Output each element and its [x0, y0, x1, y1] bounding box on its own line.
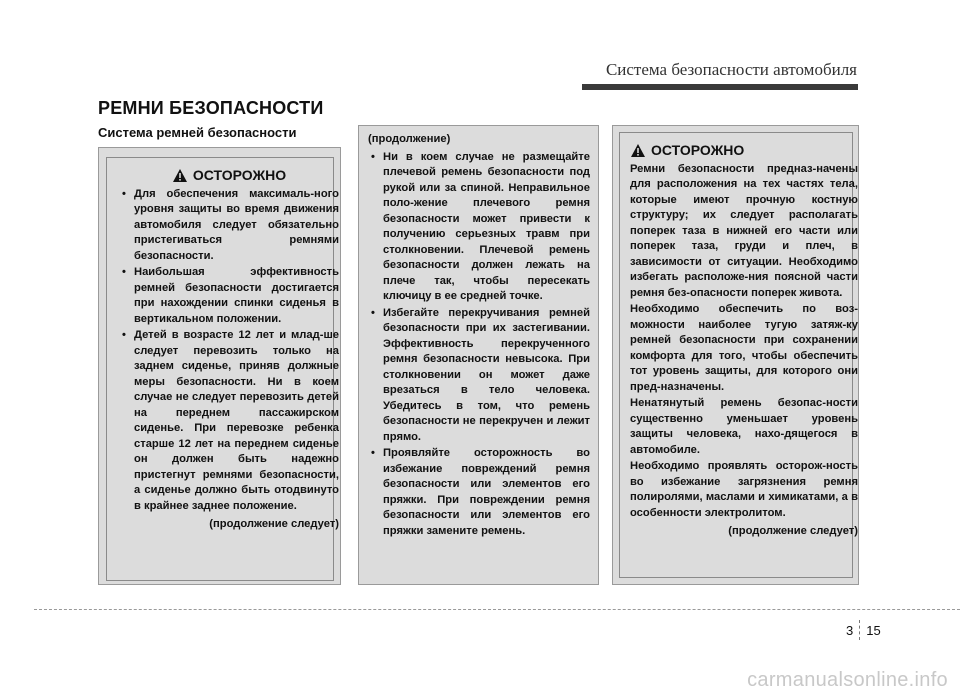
warning-panel-middle: [358, 125, 599, 585]
warning-box-border: [619, 132, 858, 578]
bullet-text: Ни в коем случае не размещайте плечевой ремень безопасности под рукой или за спиной. Неправильное поло-жение плечевого ремня безопасности может привести к получению серьезных травм при столкновении. Плечевой ремень безопасности должен лежать на плече так, чтобы пересекать ключицу в ее средней точке.: [383, 150, 590, 302]
list-item: • Наибольшая эффективность ремней безопасности достигается при нахождении спинки сиденья в вертикальном положении.: [122, 266, 339, 325]
continued-bullet-list: [368, 150, 590, 540]
chapter-number: 3: [846, 622, 854, 638]
warning-paragraph: Необходимо обеспечить по воз-можности наиболее тугую затяж-ку ремней безопасности при сохранении комфорта для того, чтобы обеспечить тот уровень защиты, для которого они пред-назначены.: [630, 303, 858, 393]
list-item: • Проявляйте осторожность во избежание повреждений ремня безопасности или элементов его пряжки. При повреждении ремня безопасности или элементов его пряжки замените ремень.: [371, 447, 590, 537]
bullet-text: Для обеспечения максималь-ного уровня защиты во время движения автомобиля следует обязательно пристегиваться ремнями безопасности.: [134, 187, 339, 262]
bullet-text: Избегайте перекручивания ремней безопасности при их застегивании. Эффективность перекрученного ремня безопасности невысока. При столкновении он может даже врезаться в тело человека. Убедитесь в том, что ремень безопасности не перекручен и лежит прямо.: [383, 306, 590, 443]
continued-next-label: (продолжение следует): [728, 525, 858, 537]
list-item: • Ни в коем случае не размещайте плечевой ремень безопасности под рукой или за спиной. Неправильное поло-жение плечевого ремня безопасности может привести к получению серьезных травм при столкновении. Плечевой ремень безопасности должен лежать на плече так, чтобы пересекать ключицу в ее средней точке.: [371, 150, 590, 302]
warning-title: ОСТОРОЖНО: [651, 142, 745, 158]
continued-content: [368, 132, 590, 540]
list-item: • Избегайте перекручивания ремней безопасности при их застегивании. Эффективность перекрученного ремня безопасности невысока. При столкновении он может даже врезаться в тело человека. Убедитесь в том, что ремень безопасности не перекручен и лежит прямо.: [371, 306, 590, 443]
page-number-separator: [859, 620, 860, 640]
warning-bullet-list: [119, 187, 339, 515]
warning-triangle-icon: [172, 168, 188, 183]
list-item: • Для обеспечения максималь-ного уровня защиты во время движения автомобиля следует обязательно пристегиваться ремнями безопасности.: [122, 187, 339, 262]
page-number-value: 15: [866, 622, 881, 638]
bullet-text: Наибольшая эффективность ремней безопасности достигается при нахождении спинки сиденья в вертикальном положении.: [134, 266, 339, 325]
warning-box-border: [106, 157, 339, 581]
warning-content: [119, 168, 339, 533]
warning-paragraph: Ремни безопасности предназ-начены для расположения на тех частях тела, которые имеют прочную костную структуру; их следует располагать поперек таза в нижней его части или поперек таза, груди и плеч, в зависимости от ситуации. Необходимо избегать расположе-ния поясной части ремня без-опасности поперек живота.: [630, 162, 858, 299]
continued-next-label: (продолжение следует): [209, 518, 339, 530]
continued-prev-label: (продолжение): [368, 133, 451, 145]
warning-heading: [119, 168, 339, 184]
warning-heading: [630, 143, 858, 159]
watermark: carmanualsonline.info: [747, 669, 948, 691]
footer-rule: [34, 609, 960, 610]
warning-paragraph: Необходимо проявлять осторож-ность во избежание загрязнения ремня полиролями, маслами и химикатами, а в особенности электролитом.: [630, 460, 858, 519]
subsection-title: Система ремней безопасности: [98, 125, 297, 140]
bullet-text: Детей в возрасте 12 лет и млад-ше следует перевозить только на заднем сиденье, приняв должные меры безопасности. Ни в коем случае не следует перевозить детей на переднем пассажирском сиденье. При перевозке ребенка старше 12 лет на переднем сиденье он должен быть надежно пристегнут ремнями безопасности, а сиденье должно быть отодвинуто в крайнее заднее положение.: [134, 329, 339, 512]
warning-content: [630, 143, 858, 540]
page-number: [846, 620, 881, 640]
warning-triangle-icon: [630, 143, 646, 158]
section-title: РЕМНИ БЕЗОПАСНОСТИ: [98, 98, 324, 118]
bullet-text: Проявляйте осторожность во избежание повреждений ремня безопасности или элементов его пряжки. При повреждении ремня безопасности или элементов его пряжки замените ремень.: [383, 447, 590, 537]
list-item: • Детей в возрасте 12 лет и млад-ше следует перевозить только на заднем сиденье, приняв должные меры безопасности. Ни в коем случае не следует перевозить детей на переднем пассажирском сиденье. При перевозке ребенка старше 12 лет на переднем сиденье он должен быть надежно пристегнут ремнями безопасности, а сиденье должно быть отодвинуто в крайнее заднее положение.: [122, 329, 339, 512]
warning-paragraph: Ненатянутый ремень безопас-ности существенно уменьшает уровень защиты человека, нахо-дящегося в автомобиле.: [630, 397, 858, 456]
warning-title: ОСТОРОЖНО: [192, 167, 287, 183]
header-rule: [582, 84, 858, 90]
running-header-title: Система безопасности автомобиля: [605, 60, 857, 79]
warning-panel-left: [98, 147, 341, 585]
warning-panel-right: [612, 125, 859, 585]
